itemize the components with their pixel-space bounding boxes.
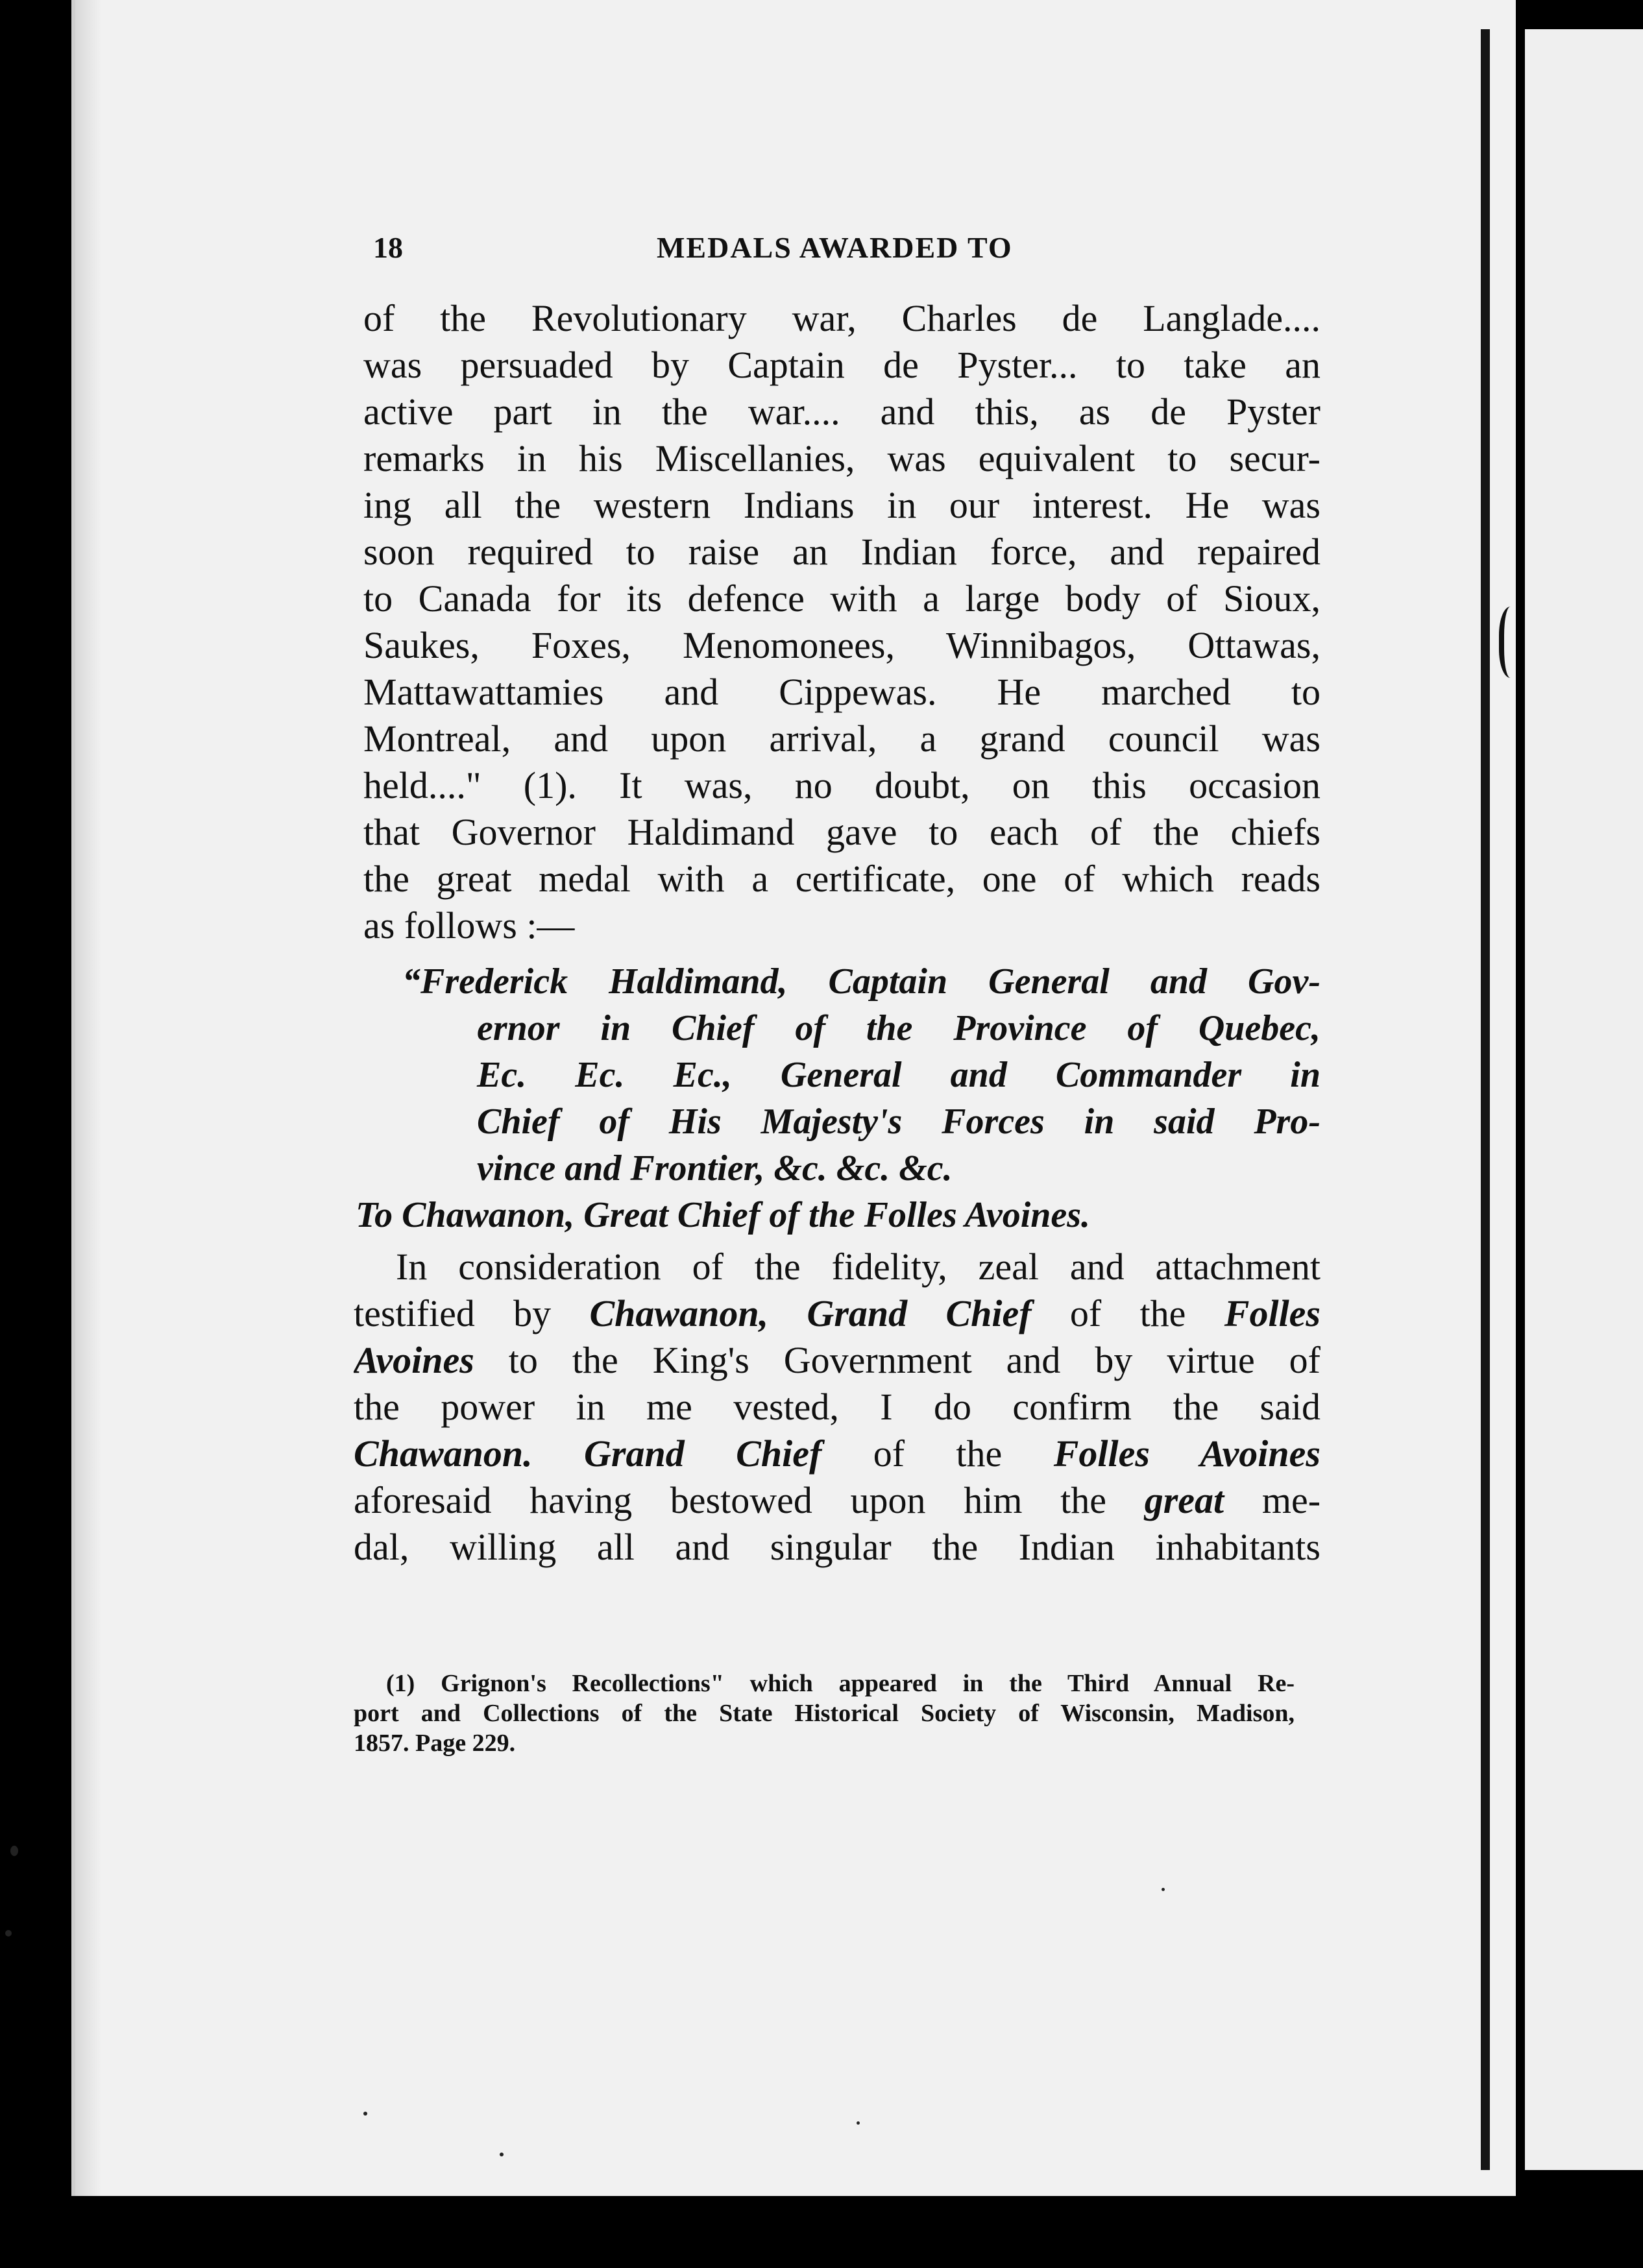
text-line: of the Revolutionary war, Charles de Langlade.... — [363, 297, 1320, 339]
text-line: that Governor Haldimand gave to each of the chiefs — [363, 811, 1320, 853]
text-line: dal, willing all and singular the Indian inhabitants — [354, 1526, 1320, 1568]
italic-name: great — [1144, 1479, 1224, 1521]
text-line: to Canada for its defence with a large body of Sioux, — [363, 577, 1320, 620]
certificate-addressee: To Chawanon, Great Chief of the Folles Avoines. — [356, 1195, 1091, 1235]
text-line: the power in me vested, I do confirm the said — [354, 1386, 1320, 1428]
scan-speck — [857, 2121, 860, 2125]
scan-speck — [363, 2112, 367, 2116]
certificate-heading — [363, 958, 1320, 1192]
footnote-line: port and Collections of the State Historical Society of Wisconsin, Madison, — [354, 1700, 1295, 1727]
italic-name: Chawanon. Grand Chief — [354, 1432, 822, 1475]
body-paragraph — [363, 295, 1320, 949]
footnote-line: 1857. Page 229. — [354, 1730, 516, 1757]
italic-name: Avoines — [354, 1339, 474, 1381]
page-number: 18 — [373, 231, 403, 264]
text-line: soon required to raise an Indian force, and repaired — [363, 531, 1320, 573]
footnote-line: (1) Grignon's Recollections" which appeared in the Third Annual Re- — [386, 1670, 1295, 1697]
text-line: Mattawattamies and Cippewas. He marched to — [363, 671, 1320, 713]
certificate-line: ernor in Chief of the Province of Quebec, — [477, 1008, 1320, 1048]
main-text — [354, 295, 1320, 1571]
text-line: testified by Chawanon, Grand Chief of the Folles — [354, 1292, 1320, 1334]
text-line: Saukes, Foxes, Menomonees, Winnibagos, Ottawas, — [363, 624, 1320, 666]
page-edge-shadow — [75, 0, 101, 2196]
certificate-line: vince and Frontier, &c. &c. &c. — [477, 1148, 953, 1188]
text-line: aforesaid having bestowed upon him the great me- — [354, 1479, 1320, 1521]
text-line: as follows :— — [363, 904, 575, 947]
certificate-line: “Frederick Haldimand, Captain General and Gov- — [402, 961, 1320, 1002]
certificate-line: Ec. Ec. Ec., General and Commander in — [477, 1055, 1320, 1095]
scan-speck — [1162, 1888, 1165, 1891]
text-line: remarks in his Miscellanies, was equivalent to secur- — [363, 437, 1320, 479]
text-line: the great medal with a certificate, one of which reads — [363, 858, 1320, 900]
text-line: active part in the war.... and this, as de Pyster — [363, 391, 1320, 433]
certificate-line: Chief of His Majesty's Forces in said Pro- — [477, 1102, 1320, 1142]
binding-thread-mark — [1499, 607, 1527, 678]
text-line: held...." (1). It was, no doubt, on this occasion — [363, 764, 1320, 806]
text-line: Avoines to the King's Government and by virtue of — [354, 1339, 1320, 1381]
scan-speck — [500, 2153, 504, 2156]
running-head — [373, 230, 1333, 276]
text-line: Montreal, and upon arrival, a grand council was — [363, 718, 1320, 760]
scan-border-bottom — [0, 2196, 1643, 2268]
text-line: Chawanon. Grand Chief of the Folles Avoines — [354, 1432, 1320, 1475]
running-title: MEDALS AWARDED TO — [657, 231, 1013, 264]
italic-name: Folles Avoines — [1053, 1432, 1320, 1475]
certificate-body-paragraph — [354, 1244, 1320, 1571]
italic-name: Chawanon, Grand Chief — [589, 1292, 1032, 1334]
text-line: ing all the western Indians in our interest. He was — [363, 484, 1320, 526]
book-gutter — [1481, 29, 1490, 2170]
italic-name: Folles — [1224, 1292, 1320, 1334]
facing-page-edge — [1525, 29, 1643, 2170]
text-line: In consideration of the fidelity, zeal and attachment — [396, 1246, 1320, 1288]
footnote — [354, 1669, 1295, 1758]
scan-speck — [10, 1846, 18, 1856]
text-line: was persuaded by Captain de Pyster... to take an — [363, 344, 1320, 386]
scan-speck — [5, 1930, 12, 1936]
